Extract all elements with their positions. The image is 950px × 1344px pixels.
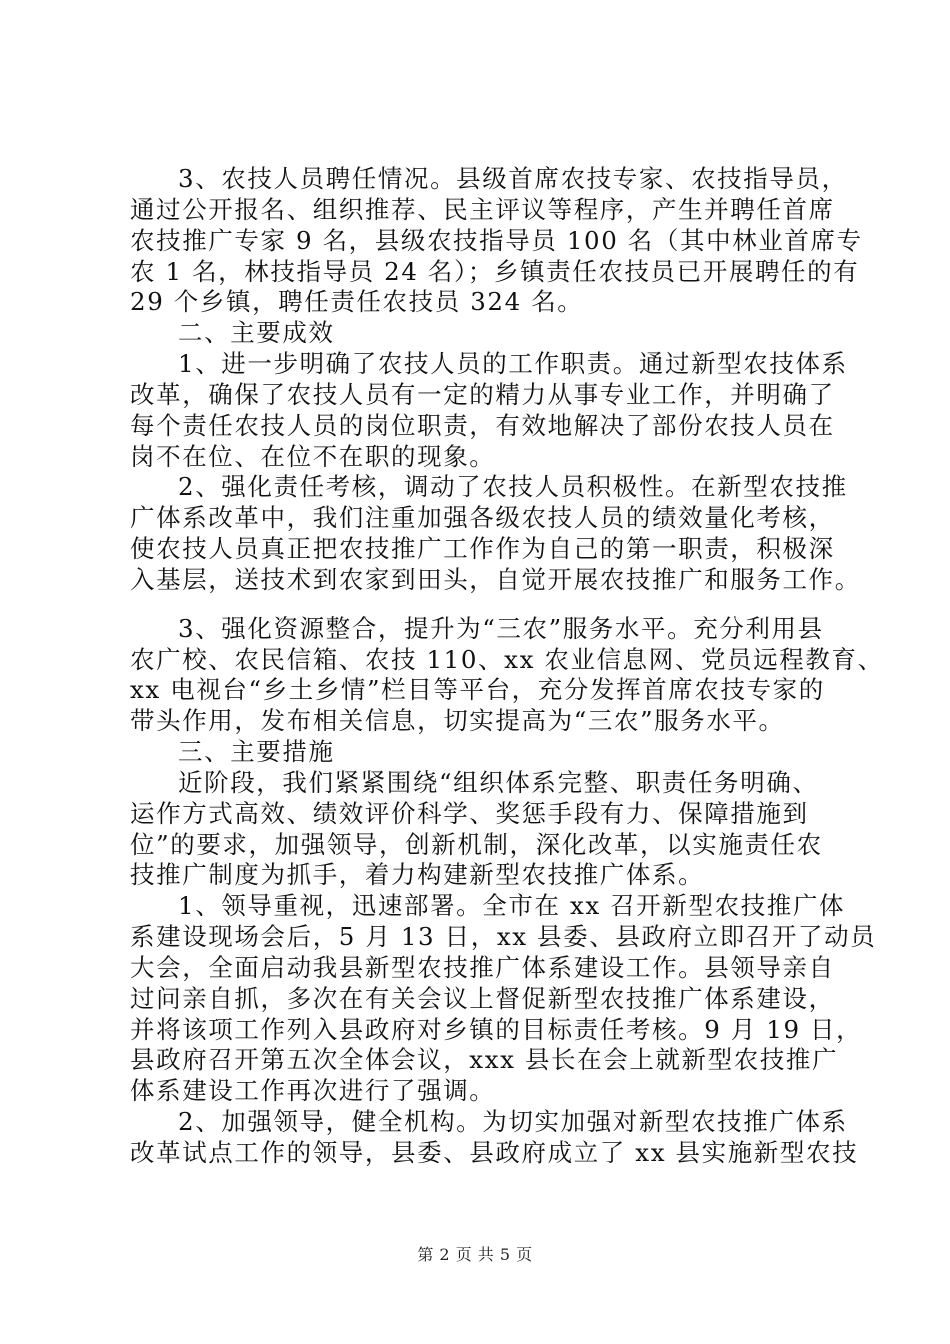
text-line: 带头作用，发布相关信息，切实提高为“三农”服务水平。 (130, 706, 785, 735)
text-line: 2、加强领导，健全机构。为切实加强对新型农技推广体系 (178, 1107, 848, 1136)
text-line: 大会，全面启动我县新型农技推广体系建设工作。县领导亲自 (130, 953, 835, 982)
text-line: 每个责任农技人员的岗位职责，有效地解决了部份农技人员在 (130, 411, 835, 440)
text-line: 使农技人员真正把农技推广工作作为自己的第一职责，积极深 (130, 534, 835, 563)
text-line: 农技推广专家 9 名，县级农技指导员 100 名（其中林业首席专 (130, 226, 863, 255)
text-line: 过问亲自抓，多次在有关会议上督促新型农技推广体系建设， (130, 984, 835, 1013)
text-line: 29 个乡镇，聘任责任农技员 324 名。 (130, 287, 584, 316)
text-line: 入基层，送技术到农家到田头，自觉开展农技推广和服务工作。 (130, 565, 861, 594)
text-line: 农 1 名，林技指导员 24 名）；乡镇责任农技员已开展聘任的有 (130, 257, 860, 286)
text-line: 1、进一步明确了农技人员的工作职责。通过新型农技体系 (178, 349, 848, 378)
text-line: 技推广制度为抓手，着力构建新型农技推广体系。 (130, 860, 705, 889)
text-line: 改革试点工作的领导，县委、县政府成立了 xx 县实施新型农技 (130, 1138, 859, 1167)
text-line: 体系建设工作再次进行了强调。 (130, 1076, 496, 1105)
text-line: 广体系改革中，我们注重加强各级农技人员的绩效量化考核， (130, 503, 835, 532)
text-line: 农广校、农民信箱、农技 110、xx 农业信息网、党员远程教育、 (130, 645, 884, 674)
text-line: xx 电视台“乡土乡情”栏目等平台，充分发挥首席农技专家的 (130, 675, 825, 704)
text-line: 通过公开报名、组织推荐、民主评议等程序，产生并聘任首席 (130, 195, 835, 224)
text-line: 改革，确保了农技人员有一定的精力从事专业工作，并明确了 (130, 380, 835, 409)
text-line: 并将该项工作列入县政府对乡镇的目标责任考核。9 月 19 日， (130, 1015, 863, 1044)
section-heading: 二、主要成效 (178, 318, 335, 347)
text-line: 近阶段，我们紧紧围绕“组织体系完整、职责任务明确、 (178, 768, 819, 797)
text-line: 运作方式高效、绩效评价科学、奖惩手段有力、保障措施到 (130, 799, 809, 828)
text-line: 3、强化资源整合，提升为“三农”服务水平。充分利用县 (178, 614, 824, 643)
page-footer: 第 2 页 共 5 页 (417, 1245, 533, 1264)
section-heading: 三、主要措施 (178, 737, 335, 766)
text-line: 岗不在位、在位不在职的现象。 (130, 442, 496, 471)
text-line: 3、农技人员聘任情况。县级首席农技专家、农技指导员， (178, 164, 848, 193)
text-line: 1、领导重视，迅速部署。全市在 xx 召开新型农技推广体 (178, 891, 846, 920)
text-line: 位”的要求，加强领导，创新机制，深化改革，以实施责任农 (130, 830, 823, 859)
text-line: 县政府召开第五次全体会议，xxx 县长在会上就新型农技推广 (130, 1045, 839, 1074)
text-line: 系建设现场会后，5 月 13 日，xx 县委、县政府立即召开了动员 (130, 922, 877, 951)
text-line: 2、强化责任考核，调动了农技人员积极性。在新型农技推 (178, 472, 848, 501)
